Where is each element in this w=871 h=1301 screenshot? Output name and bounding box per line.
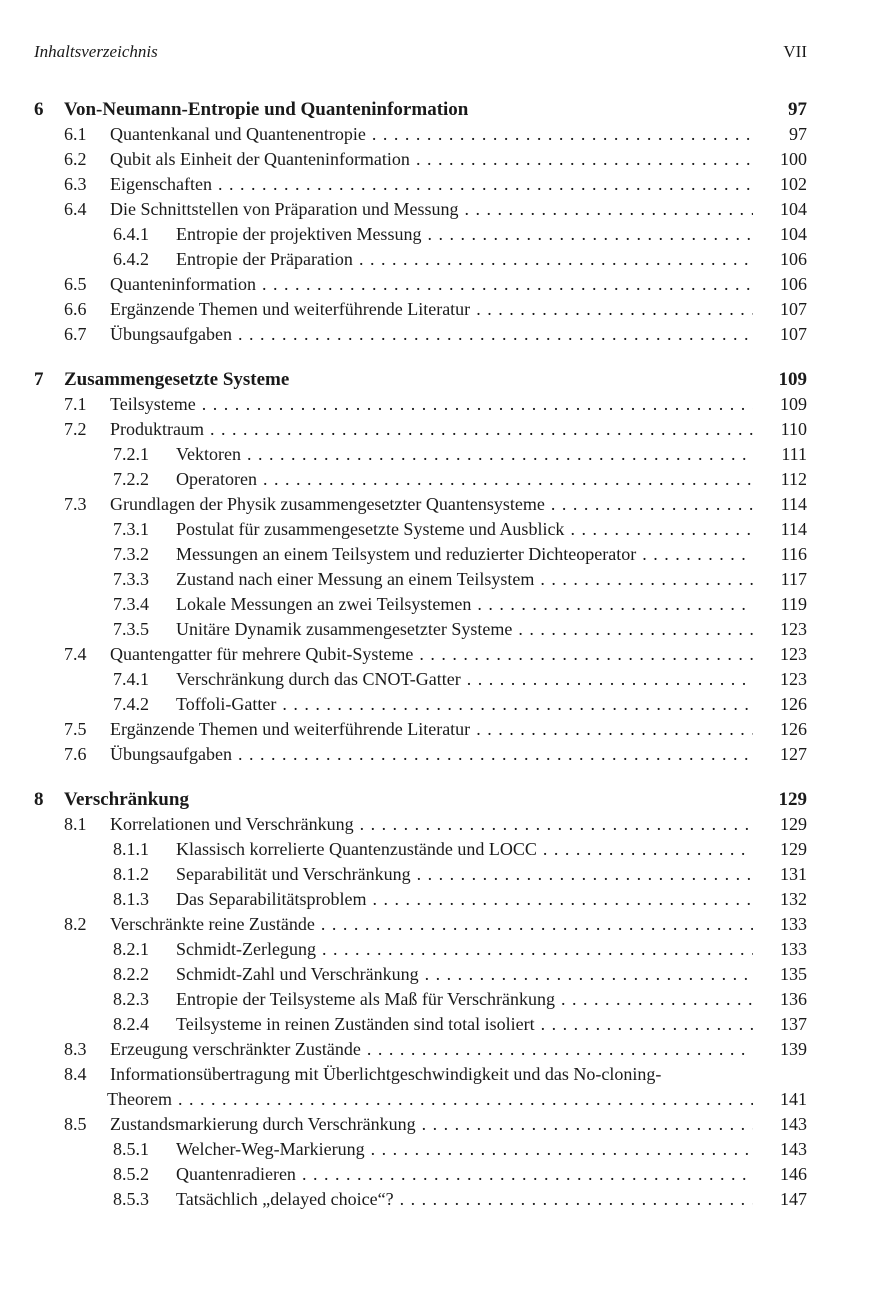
- entry-page: 119: [780, 594, 807, 614]
- toc-section: [0, 147, 871, 172]
- entry-number: 8.5.2: [113, 1164, 149, 1184]
- entry-title: Operatoren: [176, 469, 257, 489]
- entry-page: 109: [780, 394, 807, 414]
- leader-dots: [232, 322, 753, 347]
- entry-title: Quantenradieren: [176, 1164, 296, 1184]
- leader-dots: [545, 492, 753, 517]
- toc-section: [0, 642, 871, 667]
- entry-number: 8.2.3: [113, 989, 149, 1009]
- leader-dots: [470, 297, 753, 322]
- entry-page: 104: [780, 199, 807, 219]
- entry-title: Entropie der projektiven Messung: [176, 224, 422, 244]
- entry-title: Klassisch korrelierte Quantenzustände und LOCC: [176, 839, 537, 859]
- leader-dots: [555, 987, 753, 1012]
- leader-dots: [636, 542, 753, 567]
- toc-section: [0, 197, 871, 222]
- entry-page: 114: [780, 519, 807, 539]
- leader-dots: [296, 1162, 753, 1187]
- leader-dots: [564, 517, 753, 542]
- entry-title: Übungsaufgaben: [110, 324, 232, 344]
- toc-subsection: [0, 467, 871, 492]
- entry-page: 97: [789, 124, 807, 144]
- entry-page: 146: [780, 1164, 807, 1184]
- chapter-page: 97: [788, 99, 807, 120]
- entry-page: 132: [780, 889, 807, 909]
- entry-number: 6.5: [64, 274, 87, 294]
- entry-title: Tatsächlich „delayed choice“?: [176, 1189, 394, 1209]
- entry-title: Schmidt-Zahl und Verschränkung: [176, 964, 419, 984]
- leader-dots: [276, 692, 753, 717]
- toc-subsection: [0, 517, 871, 542]
- entry-number: 7.3.3: [113, 569, 149, 589]
- entry-title: Quantengatter für mehrere Qubit-Systeme: [110, 644, 414, 664]
- entry-title: Separabilität und Verschränkung: [176, 864, 411, 884]
- entry-number: 8.5: [64, 1114, 87, 1134]
- entry-number: 8.1.2: [113, 864, 149, 884]
- entry-number: 7.4.1: [113, 669, 149, 689]
- toc-section: [0, 417, 871, 442]
- chapter-title: Verschränkung: [64, 789, 189, 810]
- entry-number: 8.2.2: [113, 964, 149, 984]
- running-header-title: Inhaltsverzeichnis: [34, 42, 158, 61]
- leader-dots: [354, 812, 753, 837]
- leader-dots: [411, 862, 753, 887]
- toc-subsection: [0, 1012, 871, 1037]
- toc-section: [0, 392, 871, 417]
- toc-chapter: [0, 787, 871, 812]
- toc-subsection: [0, 222, 871, 247]
- entry-page: 117: [780, 569, 807, 589]
- entry-page: 100: [780, 149, 807, 169]
- toc-section: [0, 812, 871, 837]
- leader-dots: [419, 962, 753, 987]
- chapter-number: 6: [34, 99, 44, 120]
- entry-number: 6.4.2: [113, 249, 149, 269]
- entry-page: 112: [780, 469, 807, 489]
- entry-number: 6.4.1: [113, 224, 149, 244]
- toc-section: [0, 1037, 871, 1062]
- entry-page: 107: [780, 324, 807, 344]
- entry-title: Teilsysteme: [110, 394, 196, 414]
- entry-title: Verschränkung durch das CNOT-Gatter: [176, 669, 461, 689]
- leader-dots: [535, 1012, 753, 1037]
- entry-number: 7.3.4: [113, 594, 149, 614]
- entry-page: 110: [780, 419, 807, 439]
- entry-page: 147: [780, 1189, 807, 1209]
- toc-section-continuation: [0, 1087, 871, 1112]
- chapter-title: Zusammengesetzte Systeme: [64, 369, 290, 390]
- entry-number: 6.1: [64, 124, 87, 144]
- entry-number: 7.3: [64, 494, 87, 514]
- chapter-page: 109: [778, 369, 807, 390]
- entry-page: 123: [780, 669, 807, 689]
- toc-subsection: [0, 837, 871, 862]
- entry-number: 6.3: [64, 174, 87, 194]
- leader-dots: [512, 617, 753, 642]
- entry-title: Eigenschaften: [110, 174, 212, 194]
- entry-title: Qubit als Einheit der Quanteninformation: [110, 149, 410, 169]
- entry-number: 7.2.1: [113, 444, 149, 464]
- leader-dots: [316, 937, 753, 962]
- toc-subsection: [0, 567, 871, 592]
- entry-page: 133: [780, 939, 807, 959]
- entry-page: 102: [780, 174, 807, 194]
- entry-number: 6.6: [64, 299, 87, 319]
- toc-subsection: [0, 1137, 871, 1162]
- leader-dots: [394, 1187, 753, 1212]
- entry-page: 135: [780, 964, 807, 984]
- entry-title: Übungsaufgaben: [110, 744, 232, 764]
- entry-title: Vektoren: [176, 444, 241, 464]
- entry-number: 7.3.5: [113, 619, 149, 639]
- leader-dots: [470, 717, 753, 742]
- toc-subsection: [0, 617, 871, 642]
- entry-title: Postulat für zusammengesetzte Systeme und Ausblick: [176, 519, 565, 539]
- entry-title: Die Schnittstellen von Präparation und Messung: [110, 199, 459, 219]
- entry-number: 8.1.1: [113, 839, 149, 859]
- leader-dots: [232, 742, 753, 767]
- entry-page: 126: [780, 719, 807, 739]
- table-of-contents: [0, 97, 871, 1212]
- entry-title: Messungen an einem Teilsystem und reduzierter Dichteoperator: [176, 544, 637, 564]
- chapter-title: Von-Neumann-Entropie und Quanteninformation: [64, 99, 469, 120]
- toc-section: [0, 742, 871, 767]
- toc-subsection: [0, 542, 871, 567]
- entry-page: 141: [780, 1089, 807, 1109]
- toc-subsection: [0, 1187, 871, 1212]
- chapter-number: 7: [34, 369, 44, 390]
- entry-title: Produktraum: [110, 419, 204, 439]
- entry-title: Verschränkte reine Zustände: [110, 914, 315, 934]
- entry-number: 7.3.1: [113, 519, 149, 539]
- entry-page: 136: [780, 989, 807, 1009]
- chapter-page: 129: [778, 789, 807, 810]
- entry-page: 126: [780, 694, 807, 714]
- entry-page: 127: [780, 744, 807, 764]
- entry-number: 8.5.3: [113, 1189, 149, 1209]
- toc-section: [0, 912, 871, 937]
- entry-title: Quantenkanal und Quantenentropie: [110, 124, 366, 144]
- toc-section: [0, 1062, 871, 1087]
- leader-dots: [257, 467, 753, 492]
- leader-dots: [256, 272, 753, 297]
- leader-dots: [315, 912, 753, 937]
- entry-title: Schmidt-Zerlegung: [176, 939, 316, 959]
- entry-page: 116: [780, 544, 807, 564]
- toc-subsection: [0, 862, 871, 887]
- entry-number: 8.3: [64, 1039, 87, 1059]
- entry-number: 6.4: [64, 199, 87, 219]
- entry-page: 143: [780, 1114, 807, 1134]
- entry-title: Toffoli-Gatter: [176, 694, 277, 714]
- entry-title: Unitäre Dynamik zusammengesetzter Systeme: [176, 619, 513, 639]
- entry-number: 7.4.2: [113, 694, 149, 714]
- entry-title: Quanteninformation: [110, 274, 256, 294]
- entry-title: Entropie der Teilsysteme als Maß für Verschränkung: [176, 989, 555, 1009]
- chapter-number: 8: [34, 789, 44, 810]
- leader-dots: [461, 667, 753, 692]
- entry-number: 7.1: [64, 394, 87, 414]
- page-number-roman: VII: [783, 42, 807, 61]
- toc-chapter: [0, 97, 871, 122]
- entry-number: 7.2.2: [113, 469, 149, 489]
- entry-number: 6.2: [64, 149, 87, 169]
- entry-number: 6.7: [64, 324, 87, 344]
- entry-page: 123: [780, 644, 807, 664]
- entry-title: Das Separabilitätsproblem: [176, 889, 367, 909]
- leader-dots: [421, 222, 753, 247]
- entry-title: Korrelationen und Verschränkung: [110, 814, 354, 834]
- entry-title: Erzeugung verschränkter Zustände: [110, 1039, 361, 1059]
- entry-title: Zustand nach einer Messung an einem Teilsystem: [176, 569, 535, 589]
- entry-title: Teilsysteme in reinen Zuständen sind total isoliert: [176, 1014, 535, 1034]
- entry-title: Ergänzende Themen und weiterführende Literatur: [110, 719, 471, 739]
- leader-dots: [534, 567, 753, 592]
- entry-number: 7.5: [64, 719, 87, 739]
- toc-section: [0, 272, 871, 297]
- toc-section: [0, 717, 871, 742]
- toc-section: [0, 322, 871, 347]
- leader-dots: [204, 417, 753, 442]
- entry-number: 8.5.1: [113, 1139, 149, 1159]
- entry-page: 133: [780, 914, 807, 934]
- leader-dots: [458, 197, 753, 222]
- toc-subsection: [0, 962, 871, 987]
- toc-subsection: [0, 887, 871, 912]
- leader-dots: [212, 172, 753, 197]
- leader-dots: [471, 592, 753, 617]
- toc-subsection: [0, 1162, 871, 1187]
- entry-page: 131: [780, 864, 807, 884]
- toc-subsection: [0, 987, 871, 1012]
- entry-title: Grundlagen der Physik zusammengesetzter Quantensysteme: [110, 494, 545, 514]
- toc-subsection: [0, 937, 871, 962]
- entry-title: Ergänzende Themen und weiterführende Literatur: [110, 299, 471, 319]
- leader-dots: [361, 1037, 753, 1062]
- toc-section: [0, 492, 871, 517]
- toc-section: [0, 1112, 871, 1137]
- leader-dots: [416, 1112, 753, 1137]
- entry-number: 7.6: [64, 744, 87, 764]
- toc-section: [0, 122, 871, 147]
- entry-page: 111: [781, 444, 807, 464]
- toc-subsection: [0, 442, 871, 467]
- toc-subsection: [0, 692, 871, 717]
- entry-title: Lokale Messungen an zwei Teilsystemen: [176, 594, 472, 614]
- entry-page: 129: [780, 839, 807, 859]
- toc-subsection: [0, 592, 871, 617]
- entry-page: 123: [780, 619, 807, 639]
- leader-dots: [537, 837, 753, 862]
- entry-page: 104: [780, 224, 807, 244]
- entry-page: 106: [780, 274, 807, 294]
- leader-dots: [196, 392, 753, 417]
- entry-title: Informationsübertragung mit Überlichtgeschwindigkeit und das No-cloning-: [110, 1064, 662, 1084]
- entry-number: 8.1.3: [113, 889, 149, 909]
- leader-dots: [241, 442, 753, 467]
- entry-title-continuation: Theorem: [107, 1089, 172, 1109]
- entry-page: 107: [780, 299, 807, 319]
- entry-page: 139: [780, 1039, 807, 1059]
- entry-number: 8.2.1: [113, 939, 149, 959]
- entry-title: Zustandsmarkierung durch Verschränkung: [110, 1114, 416, 1134]
- toc-section: [0, 172, 871, 197]
- entry-title: Entropie der Präparation: [176, 249, 353, 269]
- entry-page: 137: [780, 1014, 807, 1034]
- entry-page: 106: [780, 249, 807, 269]
- entry-page: 129: [780, 814, 807, 834]
- running-header: [34, 42, 807, 62]
- toc-section: [0, 297, 871, 322]
- entry-number: 7.3.2: [113, 544, 149, 564]
- entry-number: 7.4: [64, 644, 87, 664]
- leader-dots: [413, 642, 753, 667]
- leader-dots: [410, 147, 753, 172]
- entry-page: 143: [780, 1139, 807, 1159]
- toc-subsection: [0, 247, 871, 272]
- entry-number: 8.4: [64, 1064, 87, 1084]
- toc-chapter: [0, 367, 871, 392]
- entry-number: 7.2: [64, 419, 87, 439]
- leader-dots: [366, 887, 753, 912]
- entry-number: 8.2: [64, 914, 87, 934]
- leader-dots: [353, 247, 753, 272]
- leader-dots: [366, 122, 753, 147]
- leader-dots: [365, 1137, 753, 1162]
- entry-title: Welcher-Weg-Markierung: [176, 1139, 365, 1159]
- entry-number: 8.1: [64, 814, 87, 834]
- toc-subsection: [0, 667, 871, 692]
- leader-dots: [172, 1087, 753, 1112]
- entry-page: 114: [780, 494, 807, 514]
- entry-number: 8.2.4: [113, 1014, 149, 1034]
